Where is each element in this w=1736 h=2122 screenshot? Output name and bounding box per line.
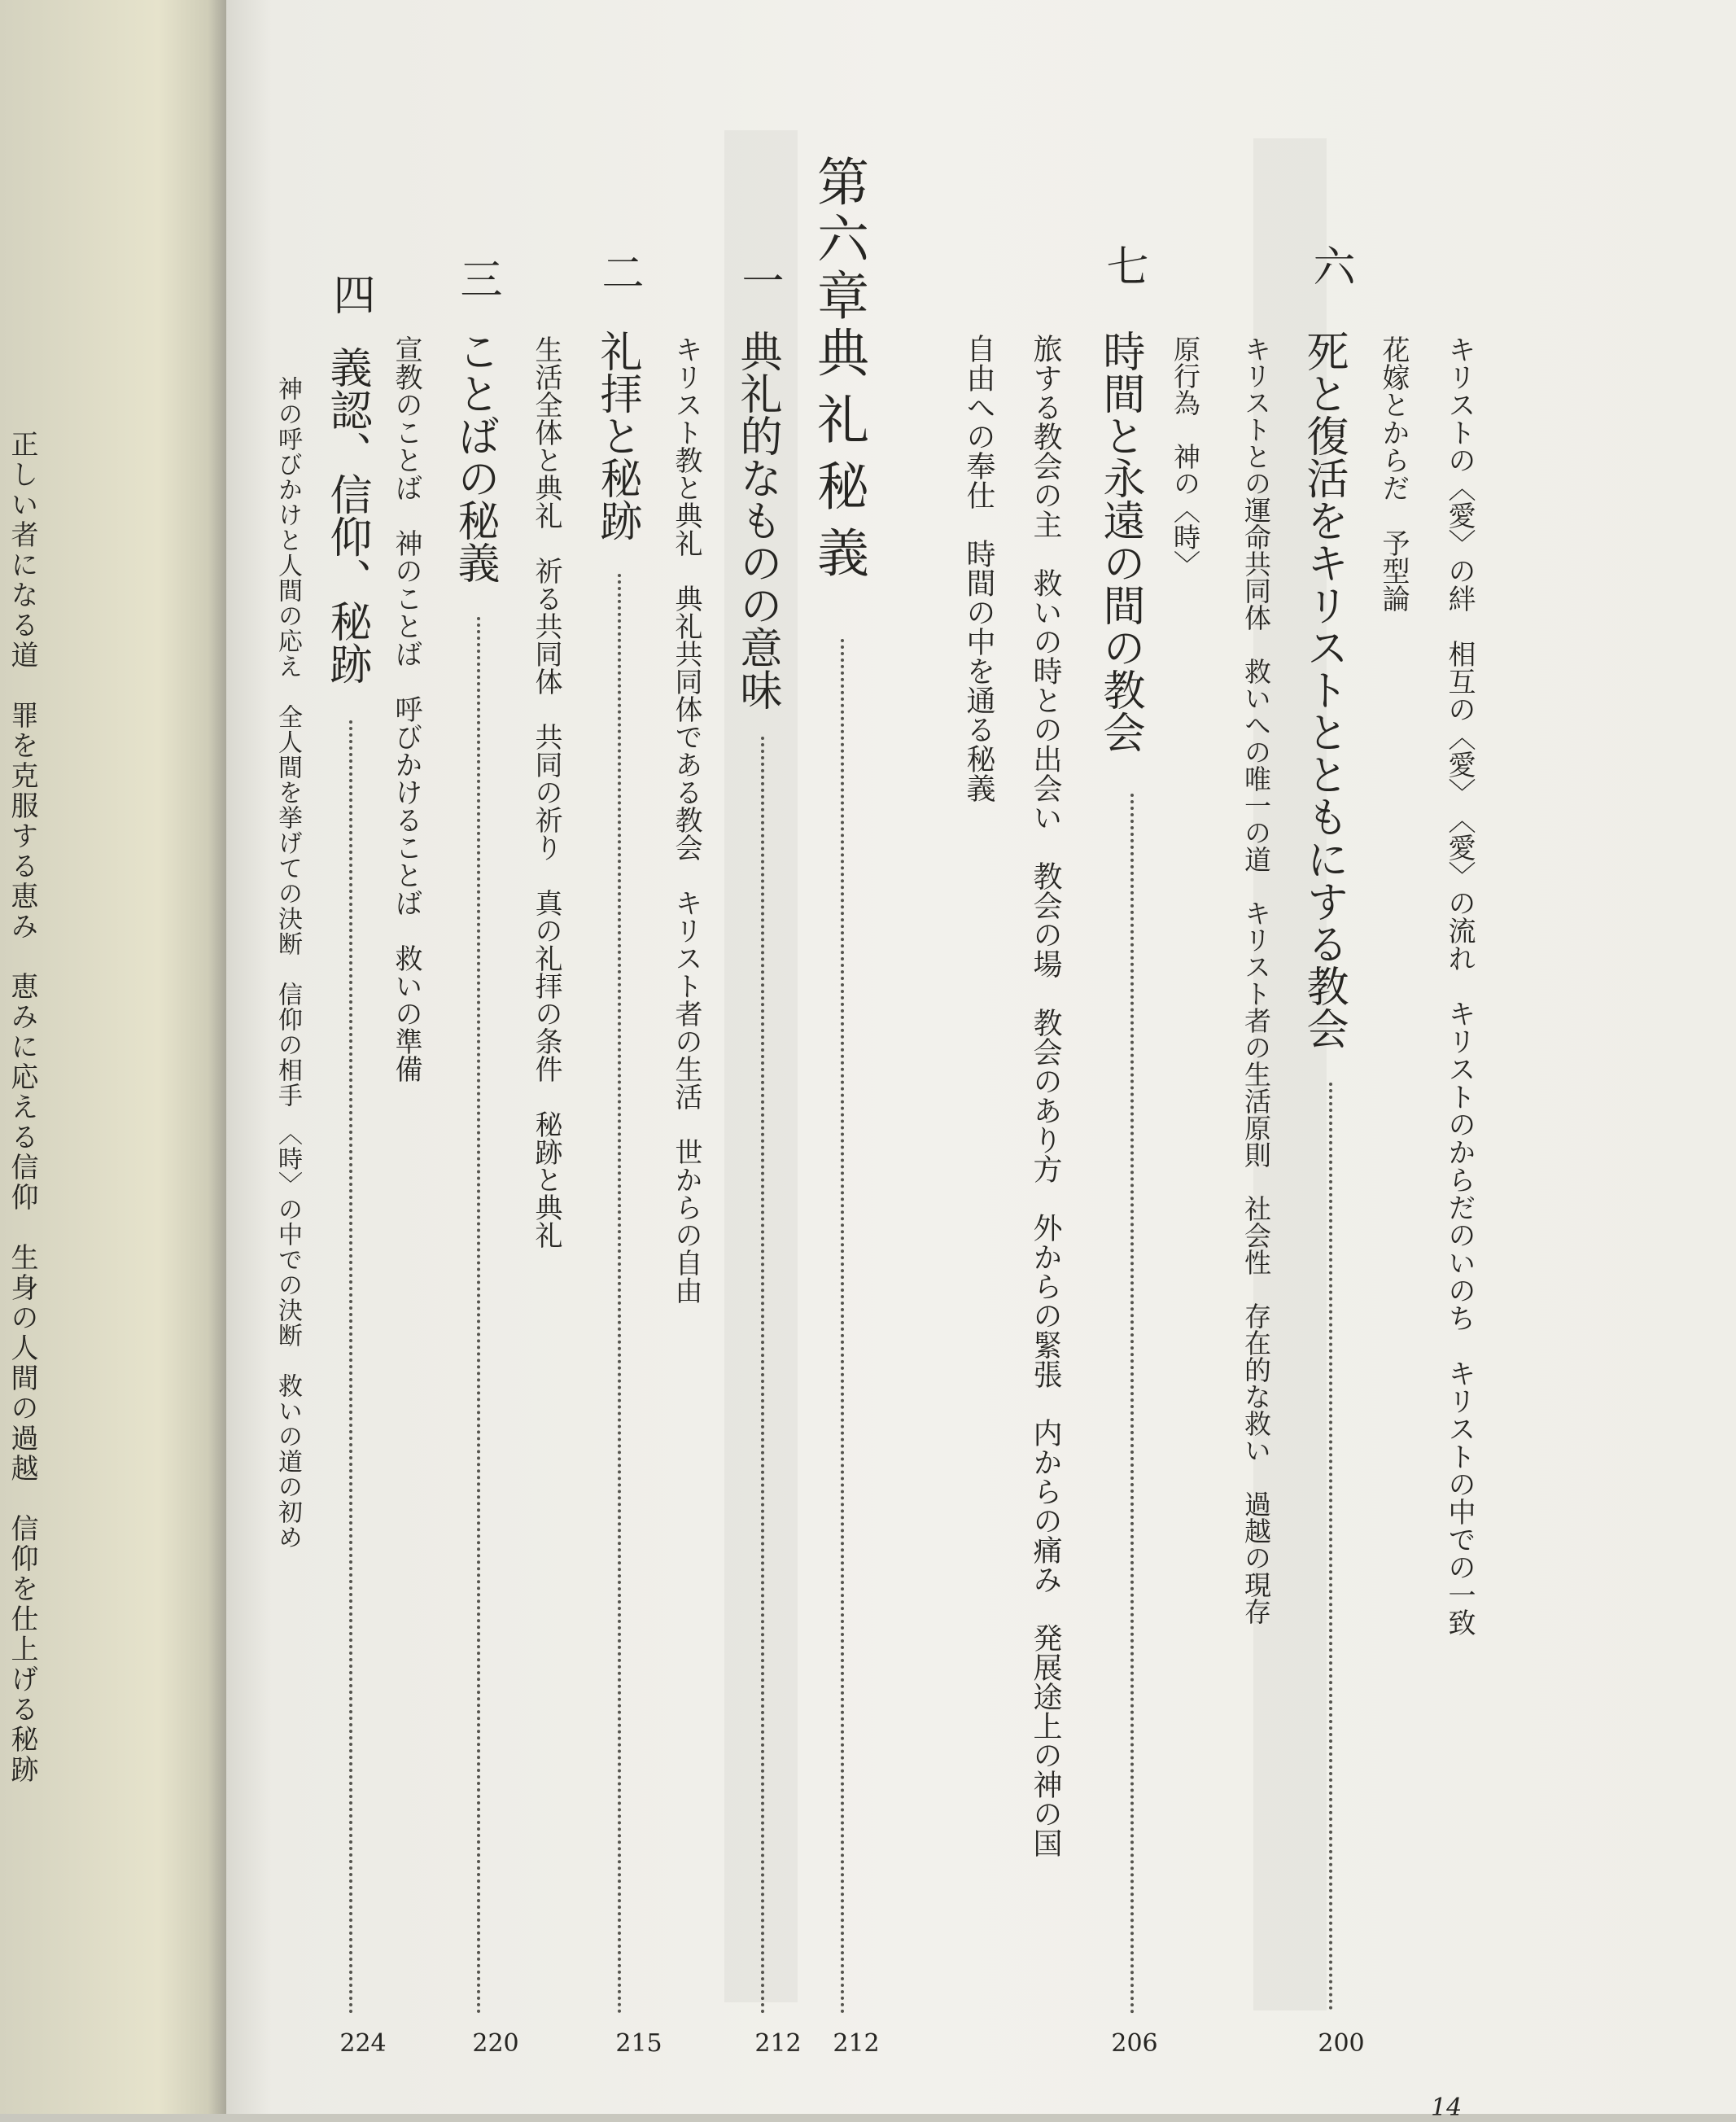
left-page	[0, 0, 226, 2114]
toc-entry-2-title: 礼拝と秘跡	[593, 330, 641, 541]
toc-entry-2-leader	[618, 574, 621, 2015]
toc-entry-6-title: 死と復活をキリストとともにする教会	[1299, 330, 1348, 1049]
toc-entry-7-title: 時間と永遠の間の教会	[1095, 330, 1144, 753]
toc-entry-7-sub-1: 旅する教会の主 救いの時との出会い 教会の場 教会のあり方 外からの緊張 内からの痛み 発展途上の神の国	[1029, 334, 1062, 1857]
chapter-6-label: 第六章	[808, 155, 868, 326]
toc-entry-1-title: 典礼的なものの意味	[732, 330, 781, 711]
chapter-6-title: 典礼秘義	[808, 326, 868, 593]
toc-entry-4-title: 義認、信仰、秘跡	[322, 346, 371, 685]
toc-entry-3-page: 220	[472, 2029, 519, 2058]
toc-entry-6-leader	[1329, 1083, 1332, 2010]
page-number: 14	[1431, 2094, 1463, 2122]
left-page-text: 正しい者になる道 罪を克服する恵み 恵みに応える信仰 生身の人間の過越 信仰を仕上げる秘跡	[6, 430, 38, 1785]
toc-entry-6-sub-2: 花嫁とからだ 予型論	[1377, 335, 1410, 612]
toc-entry-6-sub-1: キリストの〈愛〉の絆 相互の〈愛〉 〈愛〉の流れ キリストのからだのいのち キリストの中での一致	[1443, 335, 1476, 1636]
toc-entry-6-page: 200	[1318, 2029, 1365, 2058]
toc-entry-2-sub-1: 生活全体と典礼 祈る共同体 共同の祈り 真の礼拝の条件 秘跡と典礼	[530, 335, 562, 1249]
toc-entry-6-sub-4: 原行為 神の〈時〉	[1170, 335, 1201, 577]
toc-entry-7-page: 206	[1111, 2029, 1158, 2058]
toc-entry-4-page: 224	[339, 2029, 387, 2058]
toc-entry-4-leader	[349, 720, 352, 2015]
toc-entry-4-sub-1: 神の呼びかけと人間の応え 全人間を挙げての決断 信仰の相手 〈時〉の中での決断 救いの道の初め	[273, 376, 302, 1550]
toc-entry-1-leader	[761, 737, 764, 2015]
toc-entry-6-num: 六	[1305, 244, 1354, 287]
toc-entry-3-sub-1: 宣教のことば 神のことば 呼びかけることば 救いの準備	[390, 335, 422, 1083]
toc-entry-1-num: 一	[734, 259, 783, 301]
toc-entry-7-num: 七	[1099, 244, 1148, 287]
toc-entry-2-num: 二	[594, 251, 643, 293]
toc-entry-1-sub-1: キリスト教と典礼 典礼共同体である教会 キリスト者の生活 世からの自由	[670, 335, 702, 1304]
toc-entry-7-leader	[1130, 794, 1134, 2015]
toc-entry-6-sub-3: キリストとの運命共同体 救いへの唯一の道 キリスト者の生活原則 社会性 存在的な救い 過越の現存	[1240, 335, 1272, 1625]
toc-entry-3-num: 三	[453, 257, 501, 300]
chapter-6-leader	[841, 639, 844, 2015]
toc-entry-2-page: 215	[615, 2029, 662, 2058]
toc-entry-4-num: 四	[326, 273, 374, 315]
chapter-6-page: 212	[833, 2029, 880, 2058]
toc-entry-3-title: ことばの秘義	[450, 330, 499, 584]
toc-entry-7-sub-2: 自由への奉仕 時間の中を通る秘義	[962, 334, 995, 803]
toc-page	[226, 0, 1736, 2114]
toc-entry-3-leader	[477, 617, 480, 2015]
toc-entry-1-page: 212	[754, 2029, 802, 2058]
